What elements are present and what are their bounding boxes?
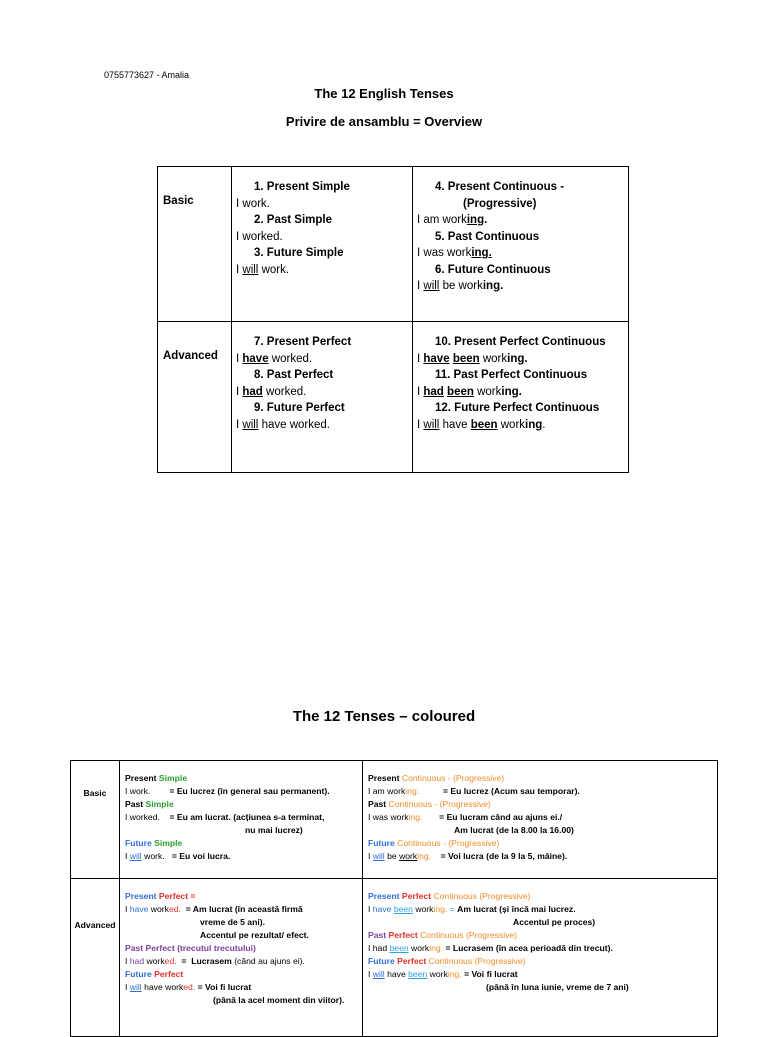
tense-heading: 11. Past Perfect Continuous xyxy=(435,369,588,381)
cell-basic-continuous xyxy=(363,761,718,879)
tense-heading: 12. Future Perfect Continuous xyxy=(435,402,600,414)
tense-example: I will be working. = Voi lucra (de la 9 la 5, mâine). xyxy=(368,851,568,861)
tense-heading: Present Perfect = xyxy=(125,891,196,901)
row-label-basic: Basic xyxy=(158,167,232,322)
tense-heading: Past Continuous - (Progressive) xyxy=(368,799,491,809)
tense-heading: 1. Present Simple xyxy=(254,181,350,193)
tense-example: I work. xyxy=(236,197,270,210)
coloured-title: The 12 Tenses – coloured xyxy=(292,708,476,725)
tense-heading-sub: (Progressive) xyxy=(463,197,537,210)
tense-example: I am working. xyxy=(417,214,488,226)
cell-advanced-perfect xyxy=(232,322,413,473)
coloured-row-advanced xyxy=(71,879,718,1037)
tense-heading: Present Perfect Continuous (Progressive) xyxy=(368,891,531,901)
tense-translation: Am lucrat (de la 8.00 la 16.00) xyxy=(454,825,574,835)
tense-translation: (până în luna iunie, vreme de 7 ani) xyxy=(486,982,629,992)
tense-heading: 2. Past Simple xyxy=(254,214,332,226)
tense-heading: 3. Future Simple xyxy=(254,247,344,259)
overview-row-basic xyxy=(158,167,629,322)
tense-example: I have worked. = Am lucrat (în această firmă xyxy=(125,904,303,914)
tense-example: I will have worked. = Voi fi lucrat xyxy=(125,982,252,992)
tense-example: I worked. xyxy=(236,230,283,243)
tense-example: I had been working. xyxy=(417,385,522,398)
tense-translation: nu mai lucrez) xyxy=(245,825,303,835)
tense-example: I am working. = Eu lucrez (Acum sau temporar). xyxy=(368,786,580,796)
tense-heading: 5. Past Continuous xyxy=(435,230,540,243)
tense-heading: Present Continuous - (Progressive) xyxy=(368,773,505,783)
cell-advanced-perfect-continuous xyxy=(363,879,718,1037)
tense-translation: Accentul pe rezultat/ efect. xyxy=(200,930,309,940)
coloured-table xyxy=(70,760,718,1037)
coloured-row-basic xyxy=(71,761,718,879)
cell-advanced-perfect xyxy=(120,879,363,1037)
tense-heading: Past Perfect (trecutul trecutului) xyxy=(125,943,256,953)
tense-heading: 9. Future Perfect xyxy=(254,402,345,414)
row-label-basic: Basic xyxy=(71,761,120,879)
tense-example: I have worked. xyxy=(236,352,313,365)
tense-example: I worked. = Eu am lucrat. (acțiunea s-a terminat, xyxy=(125,812,325,822)
row-label-advanced: Advanced xyxy=(158,322,232,473)
tense-example: I was working. = Eu lucram când au ajuns ei./ xyxy=(368,812,563,822)
tense-example: I will work. xyxy=(236,263,290,276)
tense-example: I have been working. xyxy=(417,352,528,365)
tense-example: I had been working. = Lucrasem (în acea perioadă din trecut). xyxy=(368,943,613,953)
page-title: The 12 English Tenses xyxy=(314,86,454,101)
tense-heading: 10. Present Perfect Continuous xyxy=(435,336,606,348)
row-label-advanced: Advanced xyxy=(71,879,120,1037)
cell-basic-continuous xyxy=(413,167,629,322)
tense-heading: Future Perfect xyxy=(125,969,184,979)
tense-heading: Future Continuous - (Progressive) xyxy=(368,838,500,848)
tense-example: I was working. xyxy=(417,247,492,259)
cell-advanced-perfect-continuous xyxy=(413,322,629,473)
cell-basic-simple xyxy=(232,167,413,322)
tense-heading: Past Perfect Continuous (Progressive) xyxy=(368,930,518,940)
overview-row-advanced xyxy=(158,322,629,473)
tense-heading: 7. Present Perfect xyxy=(254,336,352,348)
tense-example: I had worked. = Lucrasem (când au ajuns ei). xyxy=(125,956,305,966)
tense-heading: Future Perfect Continuous (Progressive) xyxy=(368,956,526,966)
tense-example: I work. = Eu lucrez (în general sau permanent). xyxy=(125,786,330,796)
tense-translation: vreme de 5 ani). xyxy=(200,917,265,927)
tense-heading: Past Simple xyxy=(125,799,174,809)
tense-translation: (până la acel moment din viitor). xyxy=(213,995,345,1005)
tense-example: I will have been working. = Voi fi lucrat xyxy=(368,969,518,979)
tense-example: I will work. = Eu voi lucra. xyxy=(125,851,231,861)
tense-heading: 6. Future Continuous xyxy=(435,263,551,276)
tense-example: I have been working. = Am lucrat (și încă mai lucrez. xyxy=(368,904,576,914)
page-subtitle: Privire de ansamblu = Overview xyxy=(285,114,483,129)
tense-translation: Accentul pe proces) xyxy=(513,917,596,927)
header-note: 0755773627 - Amalia xyxy=(104,70,190,80)
overview-table xyxy=(157,166,629,473)
cell-basic-simple xyxy=(120,761,363,879)
tense-heading: Present Simple xyxy=(125,773,188,783)
tense-example: I had worked. xyxy=(236,385,307,398)
tense-heading: Future Simple xyxy=(125,838,183,848)
tense-example: I will have been working. xyxy=(417,418,546,431)
tense-example: I will be working. xyxy=(417,280,504,292)
tense-heading: 4. Present Continuous - xyxy=(435,181,565,193)
tense-heading: 8. Past Perfect xyxy=(254,369,334,381)
tense-example: I will have worked. xyxy=(236,418,330,431)
